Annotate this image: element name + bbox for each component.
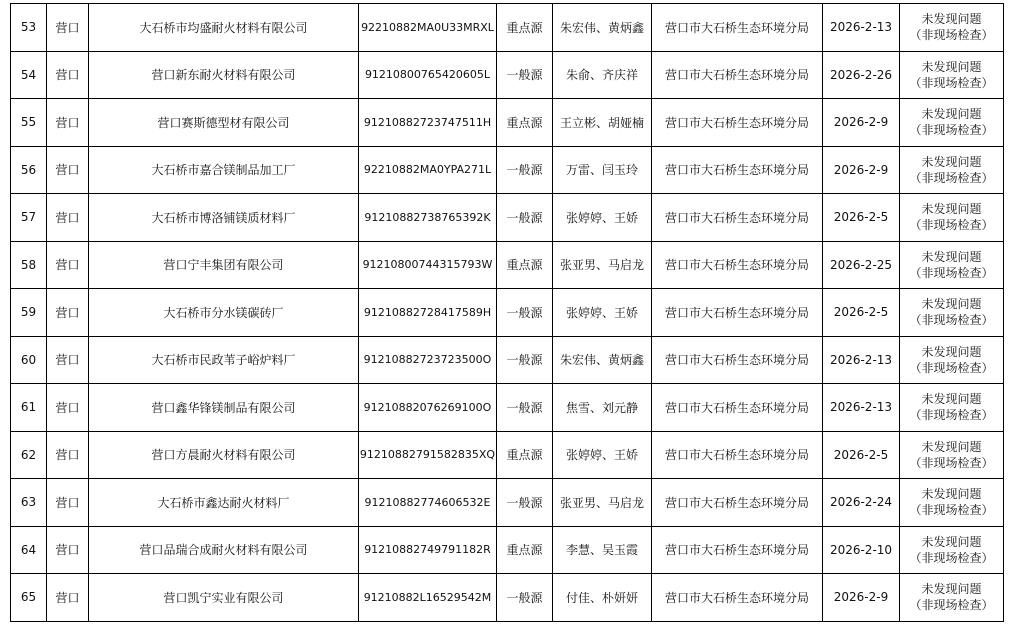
city-cell: 营口 [47,384,89,432]
result-note: （非现场检查） [909,550,994,565]
table-row [11,431,1004,479]
credit-code-cell: 91210882774606532E [359,479,497,527]
inspection-result-cell [900,194,1004,242]
inspectors-cell: 王立彬、胡娅楠 [553,99,652,147]
source-type-cell: 一般源 [497,289,553,337]
inspectors-cell: 张婷婷、王娇 [553,431,652,479]
credit-code-cell: 91210882L16529542M [359,574,497,622]
company-name-cell: 营口宁丰集团有限公司 [89,241,359,289]
result-note: （非现场检查） [909,313,994,328]
row-number-cell: 56 [11,146,47,194]
inspection-result-cell [900,51,1004,99]
inspection-result-cell [900,336,1004,384]
company-name-cell: 营口新东耐火材料有限公司 [89,51,359,99]
source-type-cell: 一般源 [497,336,553,384]
inspectors-cell: 张亚男、马启龙 [553,241,652,289]
table-row [11,51,1004,99]
inspection-date-cell: 2026-2-5 [823,431,900,479]
inspection-result-cell [900,574,1004,622]
inspection-table [10,3,1004,622]
credit-code-cell: 91210800744315793W [359,241,497,289]
inspectors-cell: 万雷、闫玉玲 [553,146,652,194]
row-number-cell: 62 [11,431,47,479]
inspection-date-cell: 2026-2-25 [823,241,900,289]
inspection-result-cell [900,4,1004,52]
inspection-date-cell: 2026-2-26 [823,51,900,99]
city-cell: 营口 [47,526,89,574]
result-text: 未发现问题 [921,12,982,27]
city-cell: 营口 [47,574,89,622]
row-number-cell: 54 [11,51,47,99]
agency-cell: 营口市大石桥生态环境分局 [652,526,823,574]
table-row [11,194,1004,242]
result-note: （非现场检查） [909,408,994,423]
company-name-cell: 大石桥市博洛铺镁质材料厂 [89,194,359,242]
inspection-result-cell [900,384,1004,432]
company-name-cell: 营口赛斯德型材有限公司 [89,99,359,147]
city-cell: 营口 [47,241,89,289]
inspection-date-cell: 2026-2-9 [823,99,900,147]
inspection-date-cell: 2026-2-9 [823,574,900,622]
agency-cell: 营口市大石桥生态环境分局 [652,146,823,194]
agency-cell: 营口市大石桥生态环境分局 [652,336,823,384]
agency-cell: 营口市大石桥生态环境分局 [652,4,823,52]
table-row [11,241,1004,289]
result-note: （非现场检查） [909,503,994,518]
agency-cell: 营口市大石桥生态环境分局 [652,289,823,337]
result-note: （非现场检查） [909,218,994,233]
credit-code-cell: 91210882723747511H [359,99,497,147]
inspection-date-cell: 2026-2-13 [823,336,900,384]
inspectors-cell: 朱宏伟、黄炳鑫 [553,336,652,384]
inspection-date-cell: 2026-2-5 [823,289,900,337]
inspection-date-cell: 2026-2-24 [823,479,900,527]
result-text: 未发现问题 [921,582,982,597]
source-type-cell: 一般源 [497,146,553,194]
row-number-cell: 63 [11,479,47,527]
credit-code-cell: 91210882749791182R [359,526,497,574]
source-type-cell: 一般源 [497,194,553,242]
agency-cell: 营口市大石桥生态环境分局 [652,99,823,147]
result-text: 未发现问题 [921,534,982,549]
result-text: 未发现问题 [921,344,982,359]
city-cell: 营口 [47,99,89,147]
row-number-cell: 53 [11,4,47,52]
inspectors-cell: 张婷婷、王娇 [553,289,652,337]
row-number-cell: 60 [11,336,47,384]
city-cell: 营口 [47,289,89,337]
city-cell: 营口 [47,4,89,52]
company-name-cell: 营口方晨耐火材料有限公司 [89,431,359,479]
row-number-cell: 57 [11,194,47,242]
inspectors-cell: 李慧、吴玉霞 [553,526,652,574]
source-type-cell: 重点源 [497,526,553,574]
result-text: 未发现问题 [921,202,982,217]
inspectors-cell: 朱宏伟、黄炳鑫 [553,4,652,52]
table-row [11,526,1004,574]
result-text: 未发现问题 [921,439,982,454]
source-type-cell: 重点源 [497,4,553,52]
table-row [11,574,1004,622]
row-number-cell: 64 [11,526,47,574]
result-note: （非现场检查） [909,360,994,375]
company-name-cell: 大石桥市分水镁碳砖厂 [89,289,359,337]
table-body [11,4,1004,622]
credit-code-cell: 91210800765420605L [359,51,497,99]
company-name-cell: 大石桥市均盛耐火材料有限公司 [89,4,359,52]
source-type-cell: 一般源 [497,479,553,527]
company-name-cell: 营口品瑞合成耐火材料有限公司 [89,526,359,574]
table-row [11,479,1004,527]
credit-code-cell: 91210882723723500O [359,336,497,384]
inspection-result-cell [900,479,1004,527]
table-row [11,336,1004,384]
credit-code-cell: 91210882791582835XQ [359,431,497,479]
row-number-cell: 55 [11,99,47,147]
inspection-date-cell: 2026-2-9 [823,146,900,194]
inspectors-cell: 焦雪、刘元静 [553,384,652,432]
inspection-date-cell: 2026-2-10 [823,526,900,574]
agency-cell: 营口市大石桥生态环境分局 [652,431,823,479]
company-name-cell: 大石桥市嘉合镁制品加工厂 [89,146,359,194]
result-note: （非现场检查） [909,455,994,470]
credit-code-cell: 92210882MA0YPA271L [359,146,497,194]
credit-code-cell: 91210882728417589H [359,289,497,337]
result-note: （非现场检查） [909,28,994,43]
source-type-cell: 一般源 [497,51,553,99]
result-note: （非现场检查） [909,75,994,90]
inspection-date-cell: 2026-2-5 [823,194,900,242]
table-row [11,289,1004,337]
agency-cell: 营口市大石桥生态环境分局 [652,241,823,289]
inspection-result-cell [900,526,1004,574]
agency-cell: 营口市大石桥生态环境分局 [652,51,823,99]
table-row [11,384,1004,432]
agency-cell: 营口市大石桥生态环境分局 [652,194,823,242]
agency-cell: 营口市大石桥生态环境分局 [652,479,823,527]
result-text: 未发现问题 [921,59,982,74]
city-cell: 营口 [47,431,89,479]
source-type-cell: 重点源 [497,99,553,147]
source-type-cell: 重点源 [497,431,553,479]
company-name-cell: 营口鑫华锋镁制品有限公司 [89,384,359,432]
city-cell: 营口 [47,479,89,527]
result-text: 未发现问题 [921,249,982,264]
city-cell: 营口 [47,146,89,194]
source-type-cell: 一般源 [497,574,553,622]
row-number-cell: 61 [11,384,47,432]
agency-cell: 营口市大石桥生态环境分局 [652,384,823,432]
result-note: （非现场检查） [909,598,994,613]
inspection-date-cell: 2026-2-13 [823,384,900,432]
result-note: （非现场检查） [909,265,994,280]
city-cell: 营口 [47,194,89,242]
agency-cell: 营口市大石桥生态环境分局 [652,574,823,622]
company-name-cell: 大石桥市鑫达耐火材料厂 [89,479,359,527]
inspection-date-cell: 2026-2-13 [823,4,900,52]
result-note: （非现场检查） [909,170,994,185]
inspection-result-cell [900,241,1004,289]
city-cell: 营口 [47,336,89,384]
credit-code-cell: 91210882076269100O [359,384,497,432]
company-name-cell: 大石桥市民政苇子峪炉料厂 [89,336,359,384]
inspection-table-container [10,3,1004,622]
result-text: 未发现问题 [921,392,982,407]
inspectors-cell: 付佳、朴妍妍 [553,574,652,622]
row-number-cell: 58 [11,241,47,289]
result-text: 未发现问题 [921,154,982,169]
inspectors-cell: 张婷婷、王娇 [553,194,652,242]
table-row [11,99,1004,147]
company-name-cell: 营口凯宁实业有限公司 [89,574,359,622]
credit-code-cell: 91210882738765392K [359,194,497,242]
credit-code-cell: 92210882MA0U33MRXL [359,4,497,52]
row-number-cell: 65 [11,574,47,622]
table-row [11,146,1004,194]
inspection-result-cell [900,289,1004,337]
inspection-result-cell [900,431,1004,479]
inspectors-cell: 朱俞、齐庆祥 [553,51,652,99]
inspection-result-cell [900,146,1004,194]
result-text: 未发现问题 [921,297,982,312]
source-type-cell: 重点源 [497,241,553,289]
result-note: （非现场检查） [909,123,994,138]
inspection-result-cell [900,99,1004,147]
result-text: 未发现问题 [921,107,982,122]
row-number-cell: 59 [11,289,47,337]
table-row [11,4,1004,52]
source-type-cell: 一般源 [497,384,553,432]
inspectors-cell: 张亚男、马启龙 [553,479,652,527]
result-text: 未发现问题 [921,487,982,502]
city-cell: 营口 [47,51,89,99]
